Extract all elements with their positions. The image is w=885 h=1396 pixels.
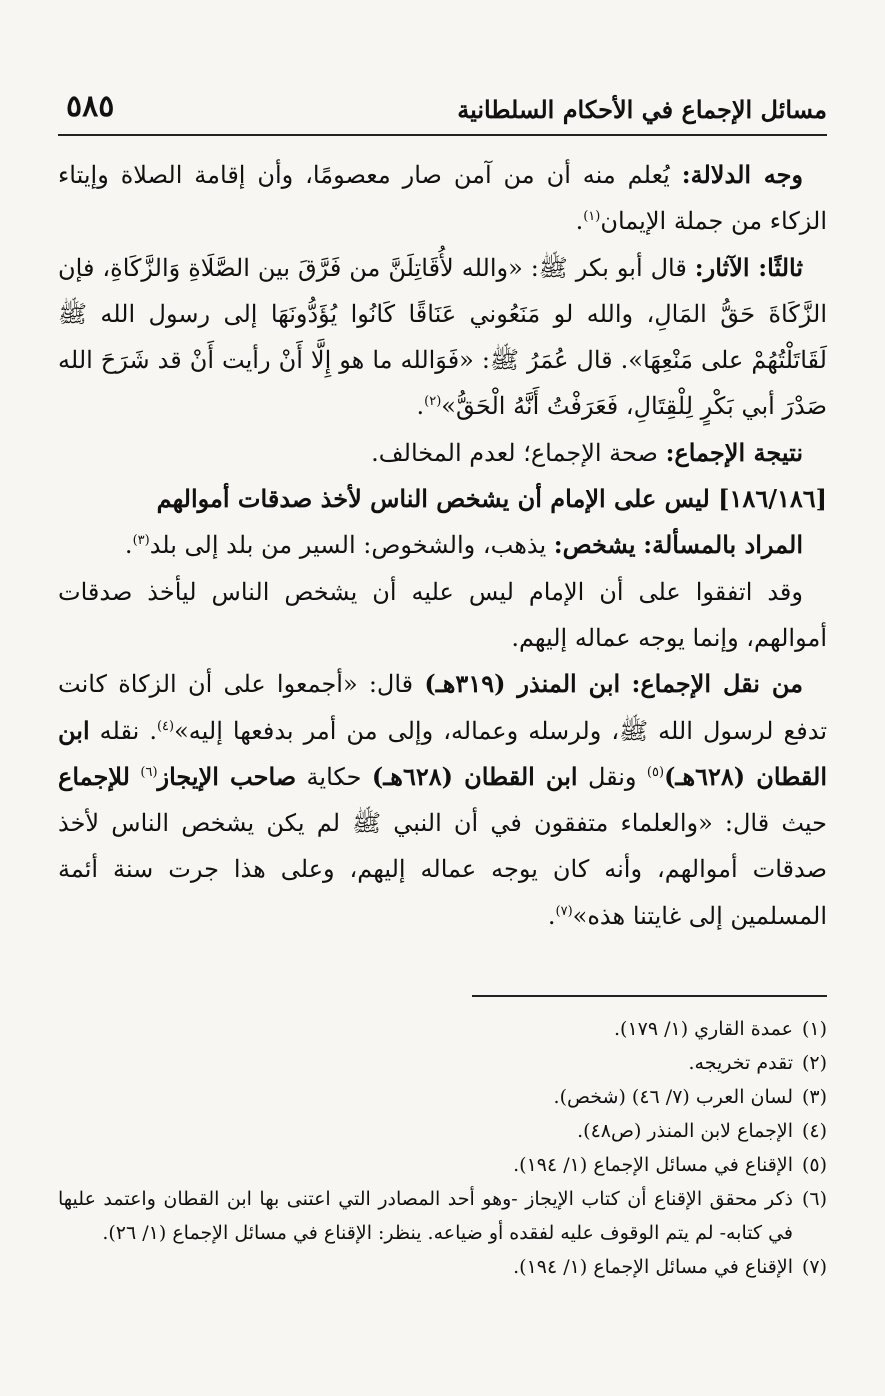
connector-text: حكاية — [306, 762, 362, 791]
paragraph-label: ثالثًا: الآثار: — [694, 252, 803, 282]
quote-text: قال: «أجمعوا على أن الزكاة كانت تدفع لرسول الله ﷺ، ولرسله وعماله، وإلى من أمر بدفعها إليه» — [58, 670, 827, 745]
footnote-ref: (٦) — [140, 764, 158, 780]
consensus-word: للإجماع — [58, 761, 130, 791]
footnote-text: ذكر محقق الإقناع أن كتاب الإيجاز -وهو أحد المصادر التي اعتنى بها ابن القطان واعتمد عليها في كتابه- لم يتم الوقوف عليه لفقده أو ضياعه. ينظر: الإقناع في مسائل الإجماع (١/ ٢٦). — [58, 1188, 793, 1244]
footnote — [58, 1080, 827, 1114]
paragraph-meaning — [58, 522, 827, 568]
footnote-text: تقدم تخريجه. — [688, 1052, 793, 1074]
footnote — [58, 1148, 827, 1182]
footnote — [58, 1012, 827, 1046]
paragraph-result — [58, 430, 827, 476]
scholar-name: ابن المنذر (٣١٩هـ) — [424, 669, 621, 699]
paragraph-label: المراد بالمسألة: — [643, 530, 803, 560]
footnote-number: (٥) — [801, 1154, 827, 1176]
paragraph-end: . — [124, 531, 133, 560]
paragraph-end: . — [575, 207, 584, 236]
footnote-divider — [472, 995, 827, 997]
paragraph-evidence — [58, 152, 827, 245]
footnote-text: الإقناع في مسائل الإجماع (١/ ١٩٤). — [513, 1154, 793, 1176]
term-label: يشخص: — [553, 530, 636, 560]
footnote — [58, 1114, 827, 1148]
connector-text: ونقل — [587, 762, 637, 791]
footnote-number: (١) — [801, 1018, 827, 1040]
footnote-ref: (٢) — [424, 394, 442, 410]
footnote-ref: (٥) — [646, 764, 665, 780]
paragraph-label: وجه الدلالة: — [681, 160, 804, 189]
main-text — [58, 152, 827, 939]
footnote-number: (٦) — [801, 1188, 827, 1210]
scholar-name: صاحب الإيجاز — [157, 761, 297, 791]
paragraph-label: نتيجة الإجماع: — [665, 437, 803, 467]
footnote-ref: (٤) — [156, 718, 175, 734]
footnote-number: (٤) — [801, 1120, 827, 1142]
footnote-text: الإقناع في مسائل الإجماع (١/ ١٩٤). — [513, 1256, 793, 1278]
footnote-text: الإجماع لابن المنذر (ص٤٨). — [577, 1120, 793, 1142]
section-heading: [١٨٦/١٨٦] ليس على الإمام أن يشخص الناس لأخذ صدقات أموالهم — [156, 484, 827, 514]
footnote-number: (٢) — [801, 1052, 827, 1074]
paragraph-text: وقد اتفقوا على أن الإمام ليس عليه أن يشخص الناس ليأخذ صدقات أموالهم، وإنما يوجه عماله إليهم. — [58, 577, 827, 652]
connector-text: . نقله — [99, 716, 157, 745]
paragraph-athar — [58, 245, 827, 430]
footnote — [58, 1046, 827, 1080]
footnote-ref: (٣) — [132, 533, 150, 549]
footnote-text: عمدة القاري (١/ ١٧٩). — [613, 1018, 793, 1040]
footnote — [58, 1250, 827, 1284]
footnote-ref: (٧) — [555, 903, 573, 919]
paragraph-text: صحة الإجماع؛ لعدم المخالف. — [371, 438, 658, 467]
paragraph-text: يُعلم منه أن من آمن صار معصومًا، وأن إقامة الصلاة وإيتاء الزكاء من جملة الإيمان — [58, 161, 827, 236]
footnote — [58, 1182, 827, 1250]
footnote-number: (٧) — [801, 1256, 827, 1278]
footnote-text: لسان العرب (٧/ ٤٦) (شخص). — [553, 1086, 793, 1108]
page-header — [58, 78, 827, 136]
paragraph-end: . — [416, 392, 425, 421]
paragraph-label: من نقل الإجماع: — [631, 669, 804, 699]
footnotes — [58, 1012, 827, 1284]
paragraph-end: . — [547, 901, 556, 930]
running-title: مسائل الإجماع في الأحكام السلطانية — [457, 95, 827, 124]
footnote-number: (٣) — [801, 1086, 827, 1108]
footnote-ref: (١) — [583, 209, 601, 225]
quote-text: حيث قال: «والعلماء متفقون في أن النبي ﷺ لم يكن يشخص الناس لأخذ صدقات أموالهم، وأنه كان يوجه عماله إليهم، وعلى هذا جرت سنة أئمة المسلمين إلى غايتنا هذه» — [58, 809, 827, 930]
scholar-name: ابن القطان (٦٢٨هـ) — [58, 715, 827, 791]
paragraph-agreement — [58, 569, 827, 662]
paragraph-text: قال أبو بكر ﷺ: «والله لأُقَاتِلَنَّ من فَرَّقَ بين الصَّلَاةِ وَالزَّكَاةِ، فإن الزَّكَاةَ حَقُّ المَالِ، والله لو مَنَعُوني عَنَاقًا كَانُوا يُؤَدُّونَهَا إلى رسول الله ﷺ لَقَاتَلْتُهُمْ على مَنْعِهَا». قال عُمَرُ ﷺ: «فَوَالله ما هو إِلَّا أَنْ رأيت أَنْ قد شَرَحَ الله صَدْرَ أبي بَكْرٍ لِلْقِتَالِ، فَعَرَفْتُ أَنَّهُ الْحَقُّ» — [58, 253, 827, 421]
paragraph-transmitters — [58, 661, 827, 939]
scholar-name: ابن القطان (٦٢٨هـ) — [371, 761, 578, 791]
paragraph-text: يذهب، والشخوص: السير من بلد إلى بلد — [149, 531, 547, 560]
page-number: ٥٨٥ — [66, 89, 115, 124]
